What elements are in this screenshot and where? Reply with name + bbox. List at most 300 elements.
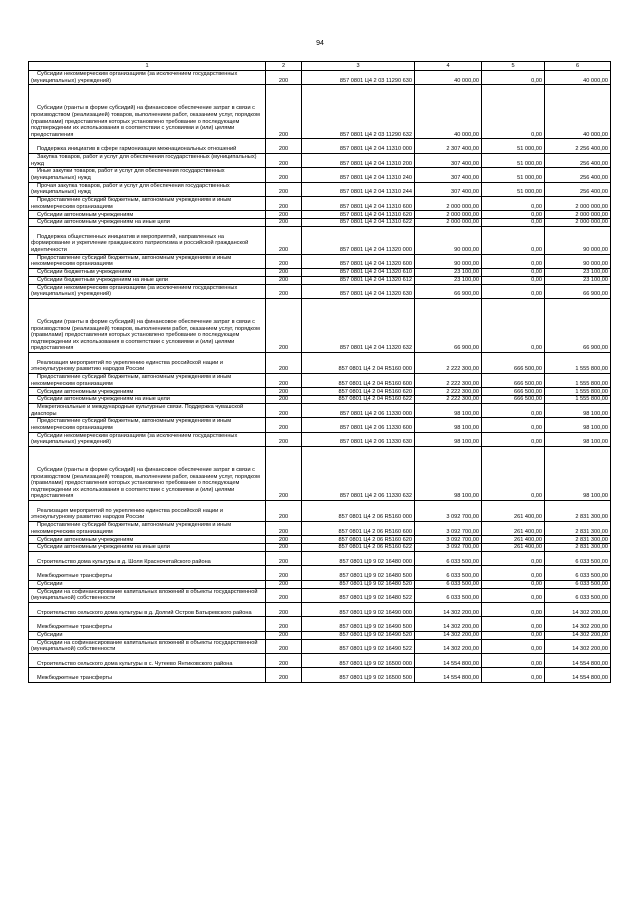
amount-cell: 2 000 000,00 (415, 211, 482, 219)
code-cell: 200 (266, 85, 302, 139)
change-cell: 0,00 (482, 298, 545, 352)
change-cell: 666 500,00 (482, 352, 545, 373)
code-cell: 200 (266, 139, 302, 153)
amount-cell: 90 000,00 (415, 226, 482, 254)
table-row (29, 71, 611, 85)
amount-cell: 3 092 700,00 (415, 536, 482, 544)
total-cell: 6 033 500,00 (545, 588, 611, 602)
description-cell (29, 522, 266, 536)
classification-code-cell: 857 0801 Ц4 2 03 11290 632 (302, 85, 415, 139)
description-text: Межбюджетные трансферты (37, 624, 113, 631)
code-cell: 200 (266, 653, 302, 667)
description-cell (29, 447, 266, 501)
table-row (29, 403, 611, 417)
description-cell (29, 196, 266, 210)
amount-cell: 6 033 500,00 (415, 588, 482, 602)
description-text: Субсидии автономным учреждениям на иные цели (37, 219, 170, 226)
classification-code-cell: 857 0801 Ц4 2 04 11320 632 (302, 298, 415, 352)
change-cell: 0,00 (482, 566, 545, 580)
change-cell: 0,00 (482, 631, 545, 639)
column-header-2: 2 (266, 62, 302, 71)
amount-cell: 2 222 300,00 (415, 388, 482, 396)
table-row (29, 653, 611, 667)
description-text: Субсидии (гранты в форме субсидий) на финансовое обеспечение затрат в связи с производством (реализацией) товаров, выполнением работ, оказанием услуг, порядком (правилами) предоставления которых установлено требование о последующем подтверждении их использования в соответствии с условиями и (или) целями предоставления (31, 318, 260, 352)
change-cell: 0,00 (482, 588, 545, 602)
description-cell (29, 276, 266, 284)
amount-cell: 98 100,00 (415, 418, 482, 432)
table-row (29, 668, 611, 682)
description-text: Межбюджетные трансферты (37, 675, 113, 682)
total-cell: 98 100,00 (545, 432, 611, 446)
classification-code-cell: 857 0801 Ц4 2 04 11320 610 (302, 268, 415, 276)
code-cell: 200 (266, 447, 302, 501)
amount-cell: 98 100,00 (415, 432, 482, 446)
change-cell: 0,00 (482, 71, 545, 85)
total-cell: 14 302 200,00 (545, 631, 611, 639)
table-row (29, 617, 611, 631)
description-cell (29, 219, 266, 227)
change-cell: 51 000,00 (482, 182, 545, 196)
table-row (29, 276, 611, 284)
amount-cell: 307 400,00 (415, 168, 482, 182)
description-text: Субсидии некоммерческим организациям (за исключением государственных (муниципальных) учреждений) (31, 432, 238, 446)
table-header-row (29, 62, 611, 71)
change-cell: 0,00 (482, 580, 545, 588)
table-row (29, 552, 611, 566)
change-cell: 261 400,00 (482, 544, 545, 552)
code-cell: 200 (266, 396, 302, 404)
classification-code-cell: 857 0801 Ц4 2 04 11320 000 (302, 226, 415, 254)
amount-cell: 14 302 200,00 (415, 617, 482, 631)
description-text: Субсидии бюджетным учреждениям на иные цели (37, 276, 169, 283)
description-cell (29, 226, 266, 254)
table-row (29, 432, 611, 446)
total-cell: 14 302 200,00 (545, 639, 611, 653)
total-cell: 90 000,00 (545, 254, 611, 268)
table-row (29, 388, 611, 396)
amount-cell: 2 222 300,00 (415, 352, 482, 373)
change-cell: 666 500,00 (482, 396, 545, 404)
code-cell: 200 (266, 373, 302, 387)
total-cell: 2 000 000,00 (545, 219, 611, 227)
description-cell (29, 639, 266, 653)
code-cell: 200 (266, 639, 302, 653)
total-cell: 2 831 300,00 (545, 501, 611, 522)
description-text: Иные закупки товаров, работ и услуг для обеспечения государственных (муниципальных) нужд (31, 168, 225, 181)
description-text: Строительство сельского дома культуры в с. Чутеево Янтиковского района (37, 660, 233, 667)
code-cell: 200 (266, 668, 302, 682)
table-row (29, 139, 611, 153)
table-row (29, 352, 611, 373)
total-cell: 14 554 800,00 (545, 653, 611, 667)
description-cell (29, 418, 266, 432)
classification-code-cell: 857 0801 Ц4 2 06 R5160 622 (302, 544, 415, 552)
amount-cell: 6 033 500,00 (415, 566, 482, 580)
classification-code-cell: 857 0801 Ц4 2 04 11310 240 (302, 168, 415, 182)
table-row (29, 580, 611, 588)
description-cell (29, 352, 266, 373)
classification-code-cell: 857 0801 Ц9 9 02 16500 500 (302, 668, 415, 682)
column-header-3: 3 (302, 62, 415, 71)
description-text: Предоставление субсидий бюджетным, автономным учреждениям и иным некоммерческим организациям (31, 522, 232, 535)
description-text: Субсидии автономным учреждениям (37, 211, 134, 218)
description-text: Межрегиональные и международные культурные связи. Поддержка чувашской диаспоры (31, 404, 244, 417)
classification-code-cell: 857 0801 Ц9 9 02 16480 522 (302, 588, 415, 602)
table-row (29, 639, 611, 653)
total-cell: 2 831 300,00 (545, 522, 611, 536)
amount-cell: 6 033 500,00 (415, 552, 482, 566)
change-cell: 0,00 (482, 668, 545, 682)
classification-code-cell: 857 0801 Ц4 2 06 R5160 600 (302, 522, 415, 536)
code-cell: 200 (266, 552, 302, 566)
amount-cell: 2 222 300,00 (415, 373, 482, 387)
total-cell: 2 000 000,00 (545, 211, 611, 219)
description-text: Субсидии некоммерческим организациям (за исключением государственных (муниципальных) учреждений) (31, 71, 238, 84)
table-row (29, 536, 611, 544)
code-cell: 200 (266, 536, 302, 544)
description-text: Строительство дома культуры в д. Шоля Красночетайского района (37, 558, 211, 565)
total-cell: 40 000,00 (545, 85, 611, 139)
total-cell: 66 900,00 (545, 298, 611, 352)
code-cell: 200 (266, 182, 302, 196)
total-cell: 2 831 300,00 (545, 544, 611, 552)
table-row (29, 603, 611, 617)
total-cell: 66 900,00 (545, 284, 611, 298)
classification-code-cell: 857 0801 Ц4 2 06 11330 600 (302, 418, 415, 432)
change-cell: 0,00 (482, 219, 545, 227)
code-cell: 200 (266, 219, 302, 227)
table-row (29, 501, 611, 522)
amount-cell: 66 900,00 (415, 284, 482, 298)
total-cell: 256 400,00 (545, 153, 611, 167)
description-text: Предоставление субсидий бюджетным, автономным учреждениям и иным некоммерческим организациям (31, 254, 232, 268)
classification-code-cell: 857 0801 Ц4 2 06 R5160 620 (302, 536, 415, 544)
change-cell: 261 400,00 (482, 522, 545, 536)
table-row (29, 168, 611, 182)
amount-cell: 14 554 800,00 (415, 653, 482, 667)
description-cell (29, 254, 266, 268)
description-cell (29, 566, 266, 580)
classification-code-cell: 857 0801 Ц4 2 04 11310 600 (302, 196, 415, 210)
amount-cell: 40 000,00 (415, 85, 482, 139)
budget-table (28, 61, 611, 683)
total-cell: 98 100,00 (545, 447, 611, 501)
description-cell (29, 211, 266, 219)
classification-code-cell: 857 0801 Ц9 9 02 16490 522 (302, 639, 415, 653)
description-cell (29, 139, 266, 153)
description-cell (29, 536, 266, 544)
classification-code-cell: 857 0801 Ц4 2 04 R5160 000 (302, 352, 415, 373)
code-cell: 200 (266, 276, 302, 284)
description-cell (29, 153, 266, 167)
amount-cell: 40 000,00 (415, 71, 482, 85)
classification-code-cell: 857 0801 Ц4 2 06 11330 000 (302, 403, 415, 417)
description-text: Субсидии автономным учреждениям (37, 536, 134, 543)
change-cell: 0,00 (482, 603, 545, 617)
description-text: Субсидии бюджетным учреждениям (37, 269, 132, 276)
code-cell: 200 (266, 388, 302, 396)
change-cell: 0,00 (482, 268, 545, 276)
change-cell: 0,00 (482, 276, 545, 284)
code-cell: 200 (266, 196, 302, 210)
amount-cell: 98 100,00 (415, 447, 482, 501)
code-cell: 200 (266, 268, 302, 276)
description-cell (29, 552, 266, 566)
change-cell: 261 400,00 (482, 501, 545, 522)
total-cell: 98 100,00 (545, 403, 611, 417)
code-cell: 200 (266, 631, 302, 639)
description-text: Реализация мероприятий по укреплению единства российской нации и этнокультурному развитию народов России (31, 507, 223, 521)
description-cell (29, 388, 266, 396)
change-cell: 0,00 (482, 653, 545, 667)
change-cell: 0,00 (482, 211, 545, 219)
description-text: Субсидии автономным учреждениям на иные цели (37, 396, 170, 403)
change-cell: 51 000,00 (482, 139, 545, 153)
table-row (29, 219, 611, 227)
classification-code-cell: 857 0801 Ц4 2 04 11310 620 (302, 211, 415, 219)
change-cell: 51 000,00 (482, 153, 545, 167)
change-cell: 0,00 (482, 432, 545, 446)
change-cell: 0,00 (482, 226, 545, 254)
total-cell: 6 033 500,00 (545, 580, 611, 588)
classification-code-cell: 857 0801 Ц9 9 02 16480 500 (302, 566, 415, 580)
code-cell: 200 (266, 603, 302, 617)
total-cell: 1 555 800,00 (545, 352, 611, 373)
total-cell: 2 000 000,00 (545, 196, 611, 210)
change-cell: 0,00 (482, 284, 545, 298)
total-cell: 6 033 500,00 (545, 552, 611, 566)
change-cell: 0,00 (482, 196, 545, 210)
amount-cell: 90 000,00 (415, 254, 482, 268)
classification-code-cell: 857 0801 Ц4 2 04 11320 612 (302, 276, 415, 284)
description-text: Поддержка инициатив в сфере гармонизации межнациональных отношений (37, 146, 237, 153)
classification-code-cell: 857 0801 Ц4 2 04 R5160 622 (302, 396, 415, 404)
code-cell: 200 (266, 617, 302, 631)
description-cell (29, 182, 266, 196)
table-row (29, 254, 611, 268)
change-cell: 261 400,00 (482, 536, 545, 544)
total-cell: 98 100,00 (545, 418, 611, 432)
description-text: Закупка товаров, работ и услуг для обеспечения государственных (муниципальных) нужд (31, 153, 257, 167)
description-text: Предоставление субсидий бюджетным, автономным учреждениям и иным некоммерческим организациям (31, 197, 232, 210)
classification-code-cell: 857 0801 Ц4 2 04 11310 244 (302, 182, 415, 196)
description-text: Субсидии автономным учреждениям на иные цели (37, 544, 170, 551)
total-cell: 14 302 200,00 (545, 603, 611, 617)
amount-cell: 3 092 700,00 (415, 544, 482, 552)
description-cell (29, 432, 266, 446)
total-cell: 256 400,00 (545, 168, 611, 182)
description-cell (29, 631, 266, 639)
description-text: Строительство сельского дома культуры в д. Долгий Остров Батыревского района (37, 609, 252, 616)
classification-code-cell: 857 0801 Ц4 2 04 11310 200 (302, 153, 415, 167)
description-cell (29, 298, 266, 352)
table-row (29, 522, 611, 536)
description-cell (29, 580, 266, 588)
table-row (29, 153, 611, 167)
description-text: Субсидии некоммерческим организациям (за исключением государственных (муниципальных) учреждений) (31, 284, 238, 298)
amount-cell: 14 302 200,00 (415, 631, 482, 639)
amount-cell: 14 554 800,00 (415, 668, 482, 682)
table-row (29, 226, 611, 254)
change-cell: 666 500,00 (482, 388, 545, 396)
change-cell: 0,00 (482, 403, 545, 417)
code-cell: 200 (266, 254, 302, 268)
description-text: Прочая закупка товаров, работ и услуг для обеспечения государственных (муниципальных) нужд (31, 182, 230, 196)
classification-code-cell: 857 0801 Ц4 2 04 11310 622 (302, 219, 415, 227)
description-text: Субсидии (37, 632, 63, 638)
code-cell: 200 (266, 211, 302, 219)
table-row (29, 298, 611, 352)
change-cell: 0,00 (482, 552, 545, 566)
total-cell: 2 831 300,00 (545, 536, 611, 544)
code-cell: 200 (266, 403, 302, 417)
change-cell: 0,00 (482, 617, 545, 631)
amount-cell: 2 307 400,00 (415, 139, 482, 153)
table-row (29, 631, 611, 639)
column-header-6: 6 (545, 62, 611, 71)
total-cell: 23 100,00 (545, 276, 611, 284)
change-cell: 0,00 (482, 254, 545, 268)
total-cell: 40 000,00 (545, 71, 611, 85)
amount-cell: 6 033 500,00 (415, 580, 482, 588)
code-cell: 200 (266, 284, 302, 298)
column-header-5: 5 (482, 62, 545, 71)
amount-cell: 2 000 000,00 (415, 196, 482, 210)
table-row (29, 182, 611, 196)
description-cell (29, 668, 266, 682)
description-text: Субсидии автономным учреждениям (37, 388, 134, 395)
description-cell (29, 284, 266, 298)
classification-code-cell: 857 0801 Ц9 9 02 16500 000 (302, 653, 415, 667)
total-cell: 90 000,00 (545, 226, 611, 254)
table-row (29, 544, 611, 552)
total-cell: 1 555 800,00 (545, 373, 611, 387)
classification-code-cell: 857 0801 Ц4 2 04 11320 630 (302, 284, 415, 298)
total-cell: 14 302 200,00 (545, 617, 611, 631)
code-cell: 200 (266, 544, 302, 552)
description-cell (29, 588, 266, 602)
code-cell: 200 (266, 522, 302, 536)
description-cell (29, 268, 266, 276)
code-cell: 200 (266, 168, 302, 182)
classification-code-cell: 857 0801 Ц9 9 02 16490 520 (302, 631, 415, 639)
description-cell (29, 544, 266, 552)
column-header-1: 1 (29, 62, 266, 71)
total-cell: 6 033 500,00 (545, 566, 611, 580)
code-cell: 200 (266, 566, 302, 580)
code-cell: 200 (266, 418, 302, 432)
classification-code-cell: 857 0801 Ц9 9 02 16490 500 (302, 617, 415, 631)
description-text: Субсидии (гранты в форме субсидий) на финансовое обеспечение затрат в связи с производством (реализацией) товаров, выполнением работ, оказанием услуг, порядком (правилами) предоставления которых установлено требование о последующем подтверждении их использования в соответствии с условиями и (или) целями предоставления (31, 105, 260, 138)
table-row (29, 588, 611, 602)
description-cell (29, 396, 266, 404)
description-text: Межбюджетные трансферты (37, 573, 113, 580)
total-cell: 1 555 800,00 (545, 388, 611, 396)
classification-code-cell: 857 0801 Ц4 2 04 R5160 620 (302, 388, 415, 396)
amount-cell: 23 100,00 (415, 268, 482, 276)
amount-cell: 307 400,00 (415, 153, 482, 167)
amount-cell: 3 092 700,00 (415, 522, 482, 536)
page-number: 94 (316, 40, 324, 47)
description-text: Субсидии на софинансирование капитальных вложений в объекты государственной (муниципальной) собственности (31, 588, 258, 602)
table-row (29, 196, 611, 210)
table-row (29, 418, 611, 432)
description-text: Поддержка общественных инициатив и мероприятий, направленных на формирование и укрепление гражданского патриотизма и российской гражданской идентичности (31, 233, 249, 253)
description-cell (29, 373, 266, 387)
code-cell: 200 (266, 226, 302, 254)
amount-cell: 98 100,00 (415, 403, 482, 417)
change-cell: 0,00 (482, 639, 545, 653)
description-cell (29, 85, 266, 139)
classification-code-cell: 857 0801 Ц4 2 04 11310 000 (302, 139, 415, 153)
classification-code-cell: 857 0801 Ц9 9 02 16490 000 (302, 603, 415, 617)
change-cell: 0,00 (482, 85, 545, 139)
amount-cell: 2 000 000,00 (415, 219, 482, 227)
table-row (29, 373, 611, 387)
total-cell: 14 554 800,00 (545, 668, 611, 682)
change-cell: 0,00 (482, 447, 545, 501)
change-cell: 51 000,00 (482, 168, 545, 182)
classification-code-cell: 857 0801 Ц4 2 06 11330 632 (302, 447, 415, 501)
change-cell: 666 500,00 (482, 373, 545, 387)
classification-code-cell: 857 0801 Ц9 9 02 16480 000 (302, 552, 415, 566)
description-text: Предоставление субсидий бюджетным, автономным учреждениям и иным некоммерческим организациям (31, 374, 232, 387)
code-cell: 200 (266, 501, 302, 522)
table-row (29, 268, 611, 276)
code-cell: 200 (266, 153, 302, 167)
total-cell: 1 555 800,00 (545, 396, 611, 404)
description-cell (29, 403, 266, 417)
code-cell: 200 (266, 71, 302, 85)
code-cell: 200 (266, 298, 302, 352)
classification-code-cell: 857 0801 Ц4 2 06 R5160 000 (302, 501, 415, 522)
classification-code-cell: 857 0801 Ц4 2 04 R5160 600 (302, 373, 415, 387)
change-cell: 0,00 (482, 418, 545, 432)
total-cell: 256 400,00 (545, 182, 611, 196)
amount-cell: 307 400,00 (415, 182, 482, 196)
table-row (29, 566, 611, 580)
classification-code-cell: 857 0801 Ц4 2 03 11290 630 (302, 71, 415, 85)
description-text: Субсидии (гранты в форме субсидий) на финансовое обеспечение затрат в связи с производством (реализацией) товаров, выполнением работ, оказанием услуг, порядком (правилами) предоставления которых установлено требование о последующем подтверждении их использования в соответствии с условиями и (или) целями предоставления (31, 467, 260, 500)
table-row (29, 396, 611, 404)
classification-code-cell: 857 0801 Ц4 2 06 11330 630 (302, 432, 415, 446)
classification-code-cell: 857 0801 Ц4 2 04 11320 600 (302, 254, 415, 268)
amount-cell: 23 100,00 (415, 276, 482, 284)
classification-code-cell: 857 0801 Ц9 9 02 16480 520 (302, 580, 415, 588)
code-cell: 200 (266, 588, 302, 602)
description-cell (29, 653, 266, 667)
table-row (29, 447, 611, 501)
amount-cell: 2 222 300,00 (415, 396, 482, 404)
code-cell: 200 (266, 432, 302, 446)
code-cell: 200 (266, 352, 302, 373)
description-text: Предоставление субсидий бюджетным, автономным учреждениям и иным некоммерческим организациям (31, 418, 232, 432)
table-row (29, 211, 611, 219)
amount-cell: 14 302 200,00 (415, 639, 482, 653)
total-cell: 2 256 400,00 (545, 139, 611, 153)
description-cell (29, 603, 266, 617)
total-cell: 23 100,00 (545, 268, 611, 276)
amount-cell: 66 900,00 (415, 298, 482, 352)
description-cell (29, 501, 266, 522)
amount-cell: 14 302 200,00 (415, 603, 482, 617)
description-cell (29, 617, 266, 631)
amount-cell: 3 092 700,00 (415, 501, 482, 522)
description-text: Реализация мероприятий по укреплению единства российской нации и этнокультурному развитию народов России (31, 359, 223, 373)
description-text: Субсидии (37, 581, 63, 588)
description-cell (29, 168, 266, 182)
table-row (29, 284, 611, 298)
